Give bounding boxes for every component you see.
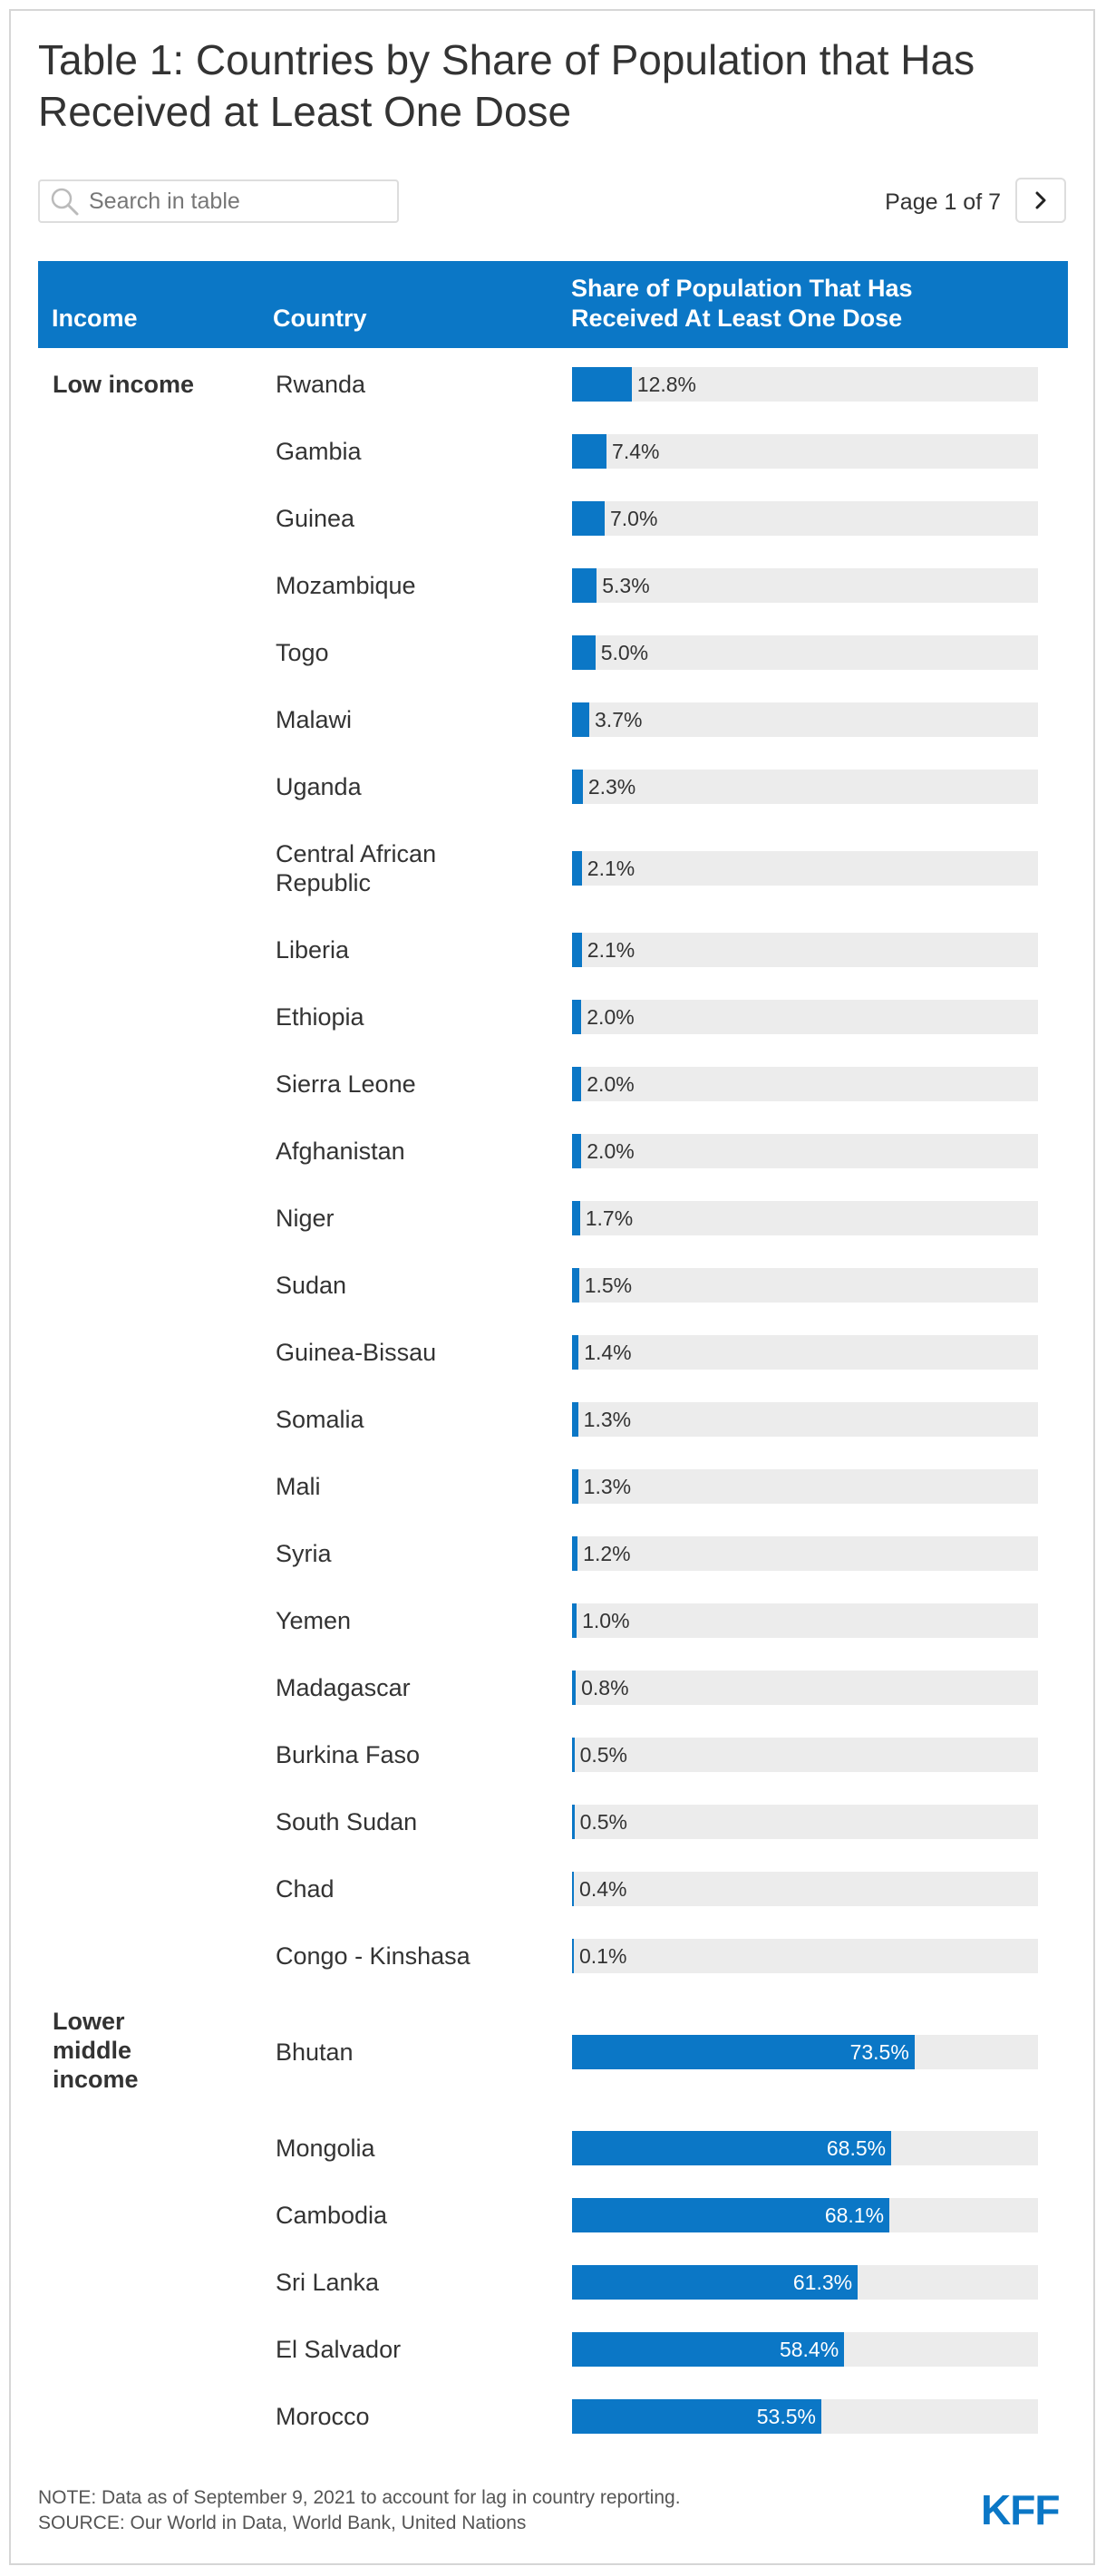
bar-value-label: 1.3% bbox=[583, 1408, 632, 1431]
country-cell: Guinea bbox=[276, 505, 355, 532]
country-cell: Mongolia bbox=[276, 2135, 375, 2162]
bar-value-label: 0.8% bbox=[581, 1676, 629, 1700]
bar-value-label: 0.4% bbox=[579, 1877, 627, 1901]
bar-track bbox=[572, 1872, 1038, 1906]
country-cell: Bhutan bbox=[276, 2039, 354, 2066]
bar-value-label: 0.5% bbox=[579, 1743, 627, 1767]
bar bbox=[572, 501, 605, 536]
bar-value-label: 3.7% bbox=[595, 708, 643, 731]
country-cell: Burkina Faso bbox=[276, 1741, 421, 1768]
country-cell: Mozambique bbox=[276, 572, 416, 599]
page-title: Table 1: Countries by Share of Population that Has Received at Least One Dose bbox=[38, 36, 975, 135]
country-cell: Gambia bbox=[276, 438, 362, 465]
bar-track bbox=[572, 1939, 1038, 1973]
bar bbox=[572, 434, 606, 469]
bar bbox=[572, 1134, 581, 1168]
bar-track bbox=[572, 2035, 1038, 2069]
country-cell: Congo - Kinshasa bbox=[276, 1942, 471, 1970]
country-cell: Sri Lanka bbox=[276, 2269, 380, 2296]
bar-track bbox=[572, 1738, 1038, 1772]
bar-value-label: 1.2% bbox=[583, 1542, 631, 1565]
country-cell: Liberia bbox=[276, 936, 350, 964]
bar bbox=[572, 1469, 578, 1504]
bar bbox=[572, 1402, 578, 1437]
bar-value-label: 73.5% bbox=[849, 2040, 909, 2064]
bar-track bbox=[572, 1000, 1038, 1034]
country-cell: Ethiopia bbox=[276, 1003, 364, 1031]
bar bbox=[572, 1738, 575, 1772]
country-cell: Malawi bbox=[276, 706, 353, 733]
country-cell: Mali bbox=[276, 1473, 321, 1500]
bar bbox=[572, 568, 597, 603]
bar-track bbox=[572, 635, 1038, 670]
bar bbox=[572, 1603, 577, 1638]
bar bbox=[572, 1872, 574, 1906]
bar-value-label: 1.4% bbox=[584, 1341, 632, 1364]
country-cell: Rwanda bbox=[276, 371, 366, 398]
bar-track bbox=[572, 1067, 1038, 1101]
kff-logo: KFF bbox=[981, 2486, 1060, 2533]
bar-track bbox=[572, 2198, 1038, 2232]
bar-value-label: 7.0% bbox=[609, 507, 658, 530]
country-cell: Niger bbox=[276, 1205, 335, 1232]
bar bbox=[572, 1067, 581, 1101]
country-cell: Uganda bbox=[276, 773, 362, 800]
country-cell: Morocco bbox=[276, 2403, 370, 2430]
country-cell: Yemen bbox=[276, 1607, 352, 1634]
bar-value-label: 2.1% bbox=[587, 938, 635, 962]
bar-value-label: 5.3% bbox=[602, 574, 650, 597]
bar-track bbox=[572, 2265, 1038, 2300]
bar-track bbox=[572, 1469, 1038, 1504]
bar-track bbox=[572, 1671, 1038, 1705]
bar-track bbox=[572, 933, 1038, 967]
bar-track bbox=[572, 568, 1038, 603]
bar bbox=[572, 702, 589, 737]
bar bbox=[572, 1671, 576, 1705]
bar bbox=[572, 851, 582, 886]
bar bbox=[572, 1335, 578, 1370]
bar-track bbox=[572, 1402, 1038, 1437]
bar-track bbox=[572, 2399, 1038, 2434]
bar-track bbox=[572, 1201, 1038, 1235]
bar bbox=[572, 770, 583, 804]
country-cell: Togo bbox=[276, 639, 329, 666]
bar-value-label: 0.5% bbox=[579, 1810, 627, 1834]
bar-value-label: 2.1% bbox=[587, 857, 635, 880]
bar-value-label: 1.3% bbox=[583, 1475, 632, 1498]
country-cell: Madagascar bbox=[276, 1674, 411, 1701]
bar-track bbox=[572, 2131, 1038, 2165]
pagination-label: Page 1 of 7 bbox=[885, 189, 1001, 215]
bar-value-label: 5.0% bbox=[600, 641, 649, 664]
country-cell: El Salvador bbox=[276, 2336, 402, 2363]
country-cell: Afghanistan bbox=[276, 1138, 405, 1165]
bar bbox=[572, 1000, 581, 1034]
bar bbox=[572, 1268, 579, 1303]
footnote bbox=[38, 2485, 681, 2536]
bar-value-label: 2.0% bbox=[587, 1005, 635, 1029]
bar-track bbox=[572, 1268, 1038, 1303]
bar-track bbox=[572, 702, 1038, 737]
country-cell: Chad bbox=[276, 1875, 335, 1903]
bar-value-label: 68.5% bbox=[826, 2136, 887, 2160]
income-cell: Low income bbox=[53, 371, 195, 398]
header-share[interactable]: Share of Population That Has Received At Least One Dose bbox=[571, 275, 913, 332]
bar-value-label: 2.3% bbox=[587, 775, 636, 799]
bar-track bbox=[572, 1335, 1038, 1370]
bar-track bbox=[572, 1805, 1038, 1839]
bar bbox=[572, 635, 596, 670]
bar-value-label: 2.0% bbox=[587, 1072, 635, 1096]
header-income[interactable]: Income bbox=[52, 305, 138, 332]
bar-value-label: 68.1% bbox=[824, 2203, 885, 2227]
country-cell: Sudan bbox=[276, 1272, 347, 1299]
bar-track bbox=[572, 2332, 1038, 2367]
bar-track bbox=[572, 770, 1038, 804]
bar-track bbox=[572, 1603, 1038, 1638]
country-cell: Somalia bbox=[276, 1406, 364, 1433]
country-cell: South Sudan bbox=[276, 1808, 418, 1835]
bar-track bbox=[572, 501, 1038, 536]
country-cell: Guinea-Bissau bbox=[276, 1339, 437, 1366]
bar-value-label: 1.0% bbox=[582, 1609, 630, 1632]
bar-value-label: 7.4% bbox=[612, 440, 660, 463]
bar-value-label: 0.1% bbox=[579, 1944, 627, 1968]
country-cell: Cambodia bbox=[276, 2202, 388, 2229]
bar-track bbox=[572, 851, 1038, 886]
bar bbox=[572, 933, 582, 967]
bar bbox=[572, 1805, 575, 1839]
country-cell: Sierra Leone bbox=[276, 1070, 416, 1098]
bar-value-label: 58.4% bbox=[779, 2338, 839, 2361]
header-country[interactable]: Country bbox=[273, 305, 367, 332]
bar-value-label: 1.5% bbox=[584, 1273, 633, 1297]
bar-value-label: 12.8% bbox=[636, 373, 696, 396]
bar bbox=[572, 1201, 580, 1235]
source-text: SOURCE: Our World in Data, World Bank, United Nations bbox=[38, 2513, 527, 2533]
bar-track bbox=[572, 1536, 1038, 1571]
bar bbox=[572, 1536, 577, 1571]
country-cell: Syria bbox=[276, 1540, 332, 1567]
note-text: NOTE: Data as of September 9, 2021 to account for lag in country reporting. bbox=[38, 2487, 681, 2508]
bar-value-label: 53.5% bbox=[756, 2405, 816, 2428]
country-cell: Central African Republic bbox=[276, 840, 437, 896]
bar-value-label: 2.0% bbox=[587, 1139, 635, 1163]
bar bbox=[572, 1939, 574, 1973]
bar-track bbox=[572, 434, 1038, 469]
income-cell: Lower middle income bbox=[53, 2008, 139, 2093]
bar-value-label: 61.3% bbox=[792, 2271, 853, 2294]
bar-value-label: 1.7% bbox=[585, 1206, 634, 1230]
bar-track bbox=[572, 1134, 1038, 1168]
bar bbox=[572, 367, 632, 402]
bar-track bbox=[572, 367, 1038, 402]
